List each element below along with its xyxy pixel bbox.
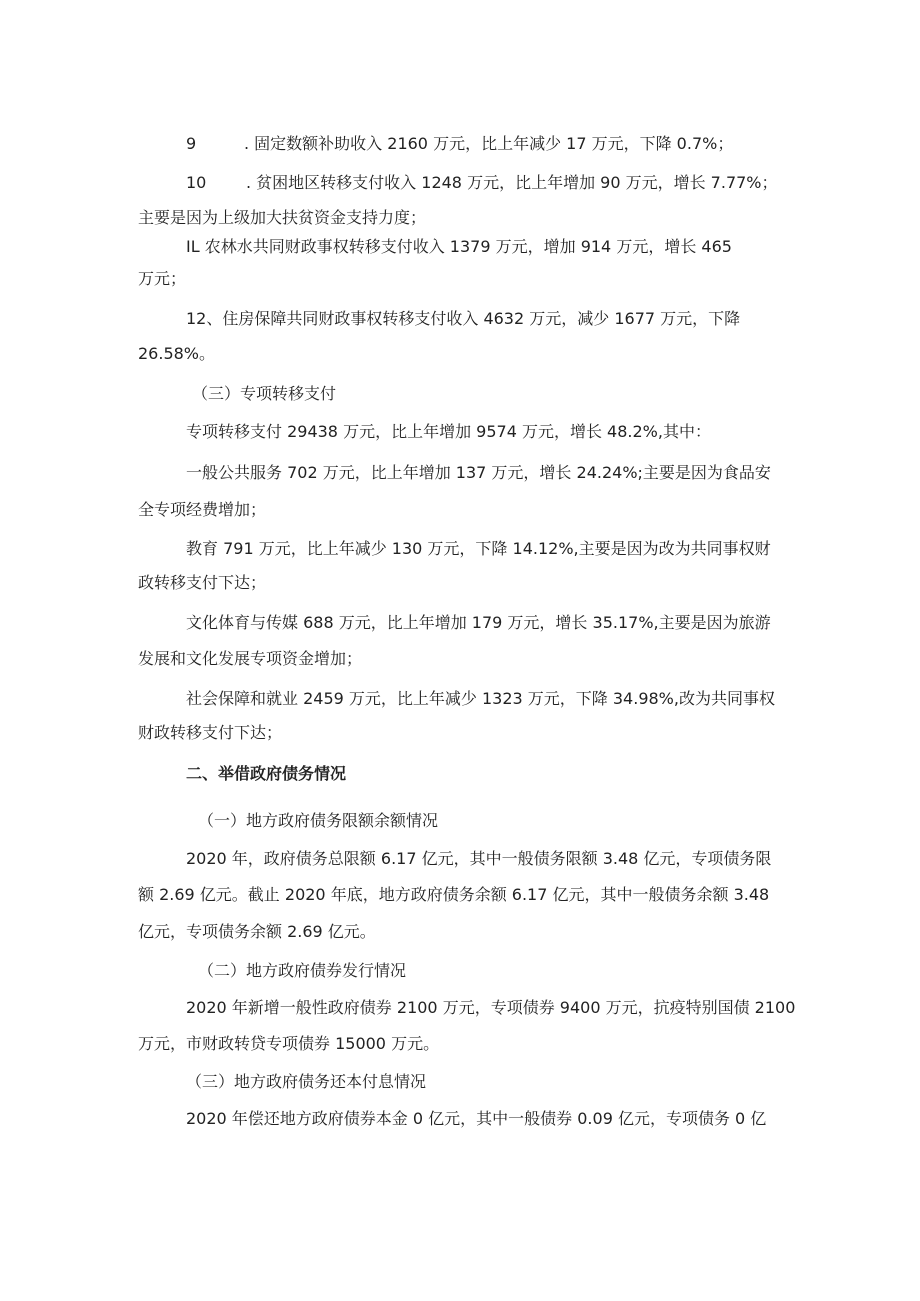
item-number: 10 [186, 173, 207, 192]
item-11: IL 农林水共同财政事权转移支付收入 1379 万元，增加 914 万元，增长 465 [186, 237, 732, 256]
item-10 [186, 172, 778, 194]
paragraph-public-service-line1: 一般公共服务 702 万元，比上年增加 137 万元，增长 24.24%;主要是因为食品安 [186, 463, 771, 482]
section-heading-special-transfer: （三）专项转移支付 [192, 384, 337, 403]
item-text: . 贫困地区转移支付收入 1248 万元，比上年增加 90 万元，增长 7.77%； [246, 173, 778, 192]
paragraph-public-service-line2: 全专项经费增加； [138, 500, 267, 519]
item-number: 9 [186, 134, 197, 153]
paragraph-culture-line2: 发展和文化发展专项资金增加； [138, 649, 363, 668]
subheading-bond-issuance: （二）地方政府债券发行情况 [198, 961, 407, 980]
paragraph-bond-issuance-line1: 2020 年新增一般性政府债券 2100 万元，专项债券 9400 万元，抗疫特别国债 2100 [186, 998, 796, 1017]
subheading-debt-limit: （一）地方政府债务限额余额情况 [198, 811, 439, 830]
paragraph-education-line2: 政转移支付下达； [138, 573, 267, 592]
paragraph-education-line1: 教育 791 万元，比上年减少 130 万元，下降 14.12%,主要是因为改为共同事权财 [186, 539, 771, 558]
paragraph-special-transfer: 专项转移支付 29438 万元，比上年增加 9574 万元，增长 48.2%,其中： [186, 422, 711, 441]
paragraph-debt-limit-line2: 额 2.69 亿元。截止 2020 年底，地方政府债务余额 6.17 亿元，其中一般债务余额 3.48 [138, 885, 770, 904]
paragraph-debt-limit-line1: 2020 年，政府债务总限额 6.17 亿元，其中一般债务限额 3.48 亿元，专项债务限 [186, 849, 772, 868]
paragraph-bond-issuance-line2: 万元，市财政转贷专项债券 15000 万元。 [138, 1034, 440, 1053]
item-11-continued: 万元； [138, 269, 187, 288]
paragraph-social-security-line2: 财政转移支付下达； [138, 723, 283, 742]
item-12-continued: 26.58%。 [138, 344, 216, 363]
item-12: 12、住房保障共同财政事权转移支付收入 4632 万元，减少 1677 万元，下降 [186, 309, 741, 328]
paragraph-social-security-line1: 社会保障和就业 2459 万元，比上年减少 1323 万元，下降 34.98%,改为共同事权 [186, 689, 775, 708]
item-10-continued: 主要是因为上级加大扶贫资金支持力度； [138, 208, 427, 227]
subheading-debt-repayment: （三）地方政府债务还本付息情况 [186, 1072, 427, 1091]
item-9 [186, 133, 733, 155]
item-text: . 固定数额补助收入 2160 万元，比上年减少 17 万元，下降 0.7%； [244, 134, 734, 153]
section-heading-government-debt: 二、举借政府债务情况 [186, 764, 347, 783]
paragraph-debt-limit-line3: 亿元，专项债务余额 2.69 亿元。 [138, 922, 376, 941]
paragraph-debt-repayment-line1: 2020 年偿还地方政府债券本金 0 亿元，其中一般债券 0.09 亿元，专项债务 0 亿 [186, 1109, 767, 1128]
paragraph-culture-line1: 文化体育与传媒 688 万元，比上年增加 179 万元，增长 35.17%,主要是因为旅游 [186, 613, 771, 632]
